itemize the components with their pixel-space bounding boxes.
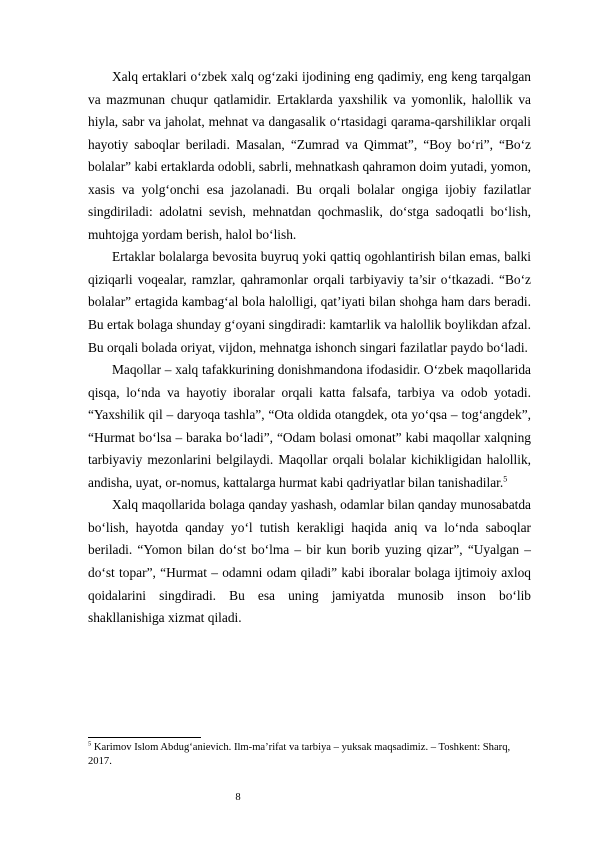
paragraph-folk-tales: Xalq ertaklari o‘zbek xalq og‘zaki ijodining eng qadimiy, eng keng tarqalgan va mazmunan chuqur qatlamidir. Ertaklarda yaxshilik va yomonlik, halollik va hiyla, sabr va jaholat, mehnat va dangasalik o‘rtasidagi qarama-qarshiliklar orqali hayotiy saboqlar beriladi. Masalan, “Zumrad va Qimmat”, “Boy bo‘ri”, “Bo‘z bolalar” kabi ertaklarda odobli, sabrli, mehnatkash qahramon doim yutadi, yomon, xasis va yolg‘onchi esa jazolanadi. Bu orqali bolalar ongiga ijobiy fazilatlar singdiriladi: adolatni sevish, mehnatdan qochmaslik, do‘stga sadoqatli bo‘lish, muhtojga yordam berish, halol bo‘lish. [88,69,531,242]
footnote-reference: 5 [503,474,508,484]
footnote-divider [88,737,201,738]
paragraph-proverb-lessons: Xalq maqollarida bolaga qanday yashash, odamlar bilan qanday munosabatda bo‘lish, hayotda qanday yo‘l tutish kerakligi haqida aniq va lo‘nda saboqlar beriladi. “Yomon bilan do‘st bo‘lma – bir kun borib yuzing qizar”, “Uyalgan – do‘st topar”, “Hurmat – odamni odam qiladi” kabi iboralar bolaga ijtimoiy axloq qoidalarini singdiradi. Bu esa uning jamiyatda munosib inson bo‘lib shakllanishiga xizmat qiladi. [88,497,531,626]
paragraph-proverbs [88,359,531,494]
paragraph-proverbs-text: Maqollar – xalq tafakkurining donishmandona ifodasidir. O‘zbek maqollarida qisqa, lo‘nda va hayotiy iboralar orqali katta falsafa, tarbiya va odob yotadi. “Yaxshilik qil – daryoqa tashla”, “Ota oldida otangdek, ota yo‘qsa – tog‘angdek”, “Hurmat bo‘lsa – baraka bo‘ladi”, “Odam bolasi omonat” kabi maqollar xalqning tarbiyaviy mezonlarini belgilaydi. Maqollar orqali bolalar kichikligidan halollik, andisha, uyat, or-nomus, kattalarga hurmat kabi qadriyatlar bilan tanishadilar. [88,362,531,490]
page-number: 8 [235,792,241,803]
paragraph-tales-influence: Ertaklar bolalarga bevosita buyruq yoki qattiq ogohlantirish bilan emas, balki qiziqarli voqealar, ramzlar, qahramonlar orqali tarbiyaviy ta’sir o‘tkazadi. “Bo‘z bolalar” ertagida kambag‘al bola halolligi, qat’iyati bilan shohga ham dars beradi. Bu ertak bolaga shunday g‘oyani singdiradi: kamtarlik va halollik boylikdan afzal. Bu orqali bolada oriyat, vijdon, mehnatga ishonch singari fazilatlar paydo bo‘ladi. [88,249,531,355]
footnote-marker: 5 [88,740,92,748]
body-text [88,66,531,630]
footnote-text: Karimov Islom Abdug‘anievich. Ilm-ma’rifat va tarbiya – yuksak maqsadimiz. – Toshkent: Sharq, 2017. [88,742,511,767]
footnote [88,741,531,768]
